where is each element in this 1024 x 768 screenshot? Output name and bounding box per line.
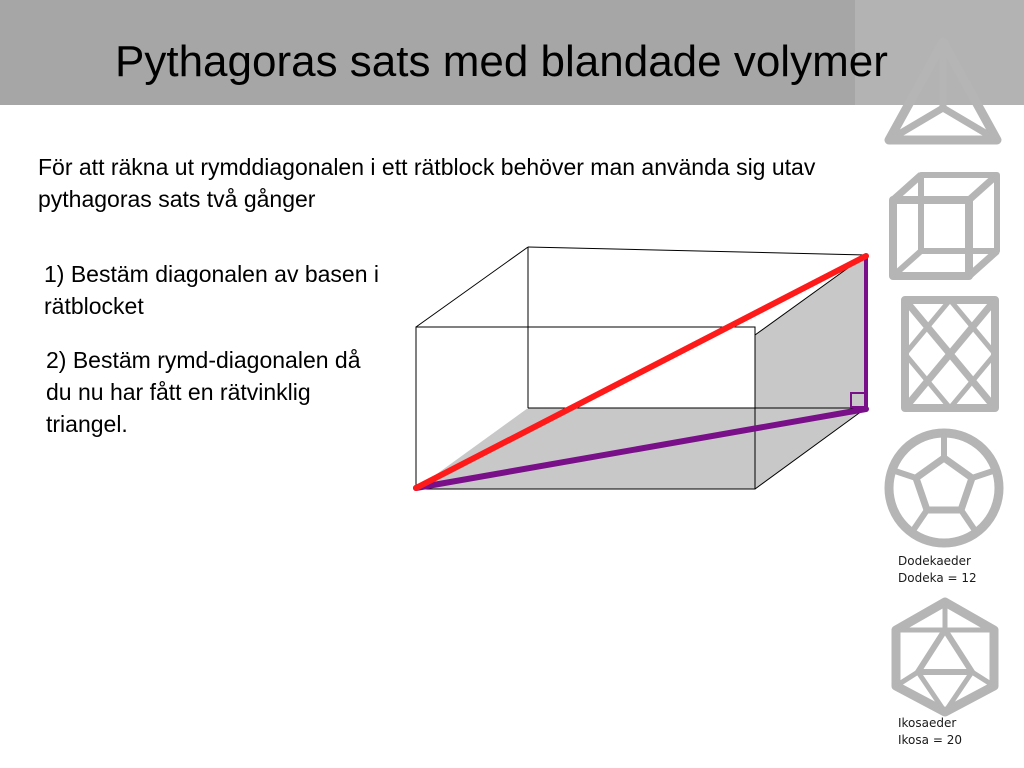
icosahedron-caption-name: Ikosaeder xyxy=(898,716,957,730)
edge-top-left xyxy=(416,247,528,327)
polyhedra-sidebar xyxy=(875,30,1015,760)
octahedron-icon xyxy=(905,300,995,408)
icosahedron-icon xyxy=(896,602,994,712)
cuboid-diagram xyxy=(400,235,880,505)
tetrahedron-icon xyxy=(889,42,997,140)
dodecahedron-caption xyxy=(898,553,1008,587)
intro-text: För att räkna ut rymddiagonalen i ett rätblock behöver man använda sig utav pythagoras sats två gånger xyxy=(38,154,816,212)
slide-title: Pythagoras sats med blandade volymer xyxy=(115,37,888,86)
dodecahedron-caption-name: Dodekaeder xyxy=(898,554,971,568)
dodecahedron-icon xyxy=(889,433,999,543)
cube-icon xyxy=(893,175,997,276)
dodecahedron-caption-count: Dodeka = 12 xyxy=(898,571,977,585)
icosahedron-caption xyxy=(898,715,1008,749)
edge-back-top xyxy=(528,247,866,255)
step-2-text: 2) Bestäm rymd-diagonalen då du nu har fått en rätvinklig triangel. xyxy=(46,347,361,437)
icosahedron-caption-count: Ikosa = 20 xyxy=(898,733,962,747)
step-1-text: 1) Bestäm diagonalen av basen i rätblocket xyxy=(44,261,379,319)
diagonal-triangle-face xyxy=(755,255,866,489)
